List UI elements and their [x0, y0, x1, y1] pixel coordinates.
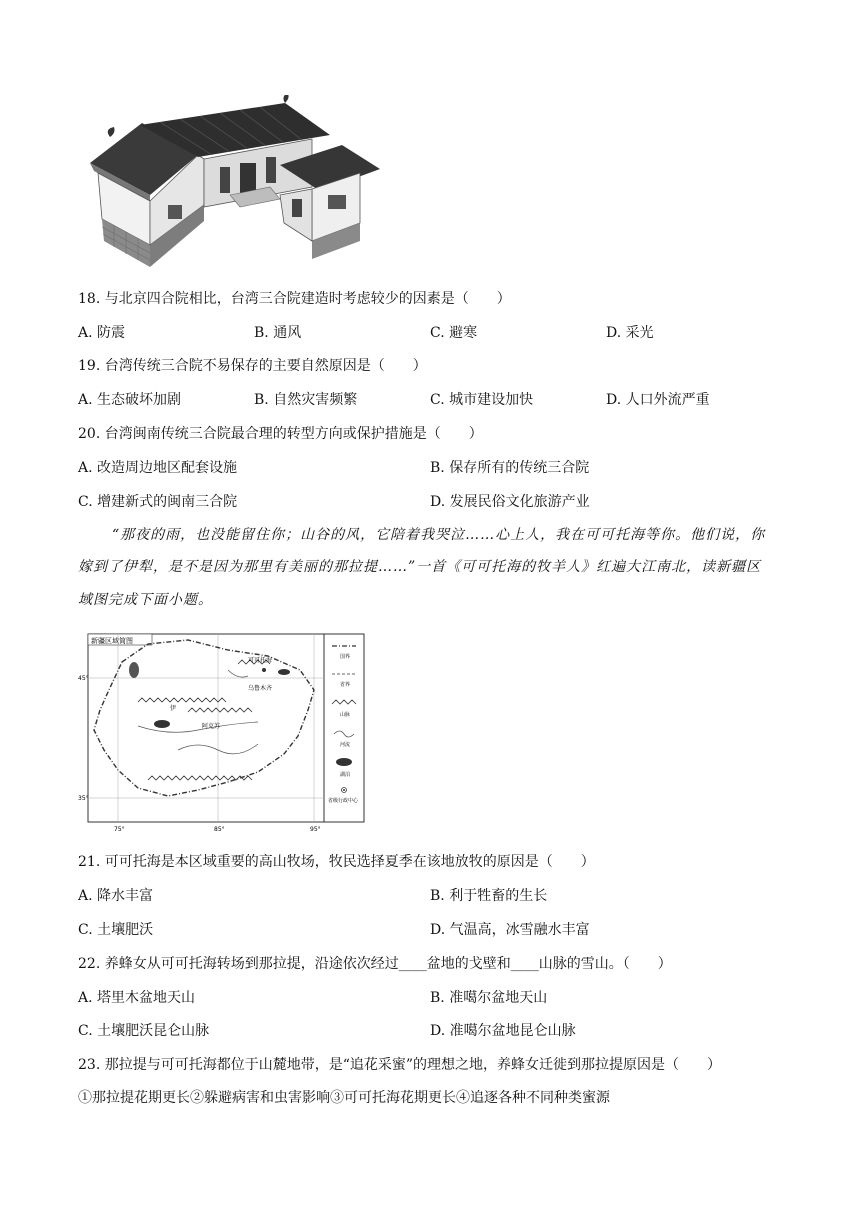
- q19-option-c: C. 城市建设加快: [430, 392, 534, 408]
- passage-line-3: 域图完成下面小题。: [78, 592, 213, 608]
- question-number: 22.: [78, 956, 101, 972]
- q22-option-b: B. 准噶尔盆地天山: [430, 990, 548, 1006]
- q19-option-d: D. 人口外流严重: [606, 392, 710, 408]
- q20-option-c: C. 增建新式的闽南三合院: [78, 494, 238, 510]
- lon-label: 95°: [310, 826, 321, 833]
- q18-option-d: D. 采光: [606, 325, 654, 341]
- legend-label: 省级行政中心: [328, 798, 359, 804]
- question-text: 台湾闽南传统三合院最合理的转型方向或保护措施是（ ）: [104, 426, 483, 442]
- legend-label: 国界: [340, 654, 351, 660]
- question-text: 与北京四合院相比，台湾三合院建造时考虑较少的因素是（ ）: [104, 291, 511, 307]
- lat-label: 45°: [78, 675, 89, 682]
- q21-option-d: D. 气温高，冰雪融水丰富: [430, 922, 590, 938]
- legend-label: 省界: [340, 682, 351, 688]
- legend-lake-symbol: [336, 758, 352, 766]
- q20-option-a: A. 改造周边地区配套设施: [78, 460, 238, 476]
- passage-line-1: “那夜的雨，也没能留住你；山谷的风，它陪着我哭泣……心上人，我在可可托海等你。他们说，你: [112, 527, 766, 543]
- map-place-label: 乌鲁木齐: [248, 685, 273, 692]
- q21-option-a: A. 降水丰富: [78, 888, 154, 904]
- q20-option-d: D. 发展民俗文化旅游产业: [430, 494, 590, 510]
- map-place-label: 可可托海: [248, 657, 273, 664]
- question-text: 养蜂女从可可托海转场到那拉提，沿途依次经过____盆地的戈壁和____山脉的雪山。（ ）: [104, 956, 672, 972]
- question-20-stem: [78, 424, 483, 444]
- legend-label: 山脉: [340, 712, 351, 718]
- q21-option-c: C. 土壤肥沃: [78, 922, 154, 938]
- question-number: 19.: [78, 358, 101, 374]
- question-18-stem: [78, 289, 511, 309]
- q19-option-b: B. 自然灾害频繁: [254, 392, 358, 408]
- q21-option-b: B. 利于牲畜的生长: [430, 888, 548, 904]
- q20-option-b: B. 保存所有的传统三合院: [430, 460, 590, 476]
- question-text: 那拉提与可可托海都位于山麓地带，是“追花采蜜”的理想之地，养蜂女迁徙到那拉提原因是（ ）: [104, 1057, 722, 1073]
- q19-option-a: A. 生态破坏加剧: [78, 392, 182, 408]
- courtyard-house-illustration: [80, 95, 380, 275]
- lon-label: 85°: [214, 826, 225, 833]
- map-place-label: 伊: [170, 705, 177, 712]
- map-title: 新疆区域简图: [91, 637, 133, 645]
- q23-choice-list: ①那拉提花期更长②躲避病害和虫害影响③可可托海花期更长④追逐各种不同种类蜜源: [78, 1090, 610, 1106]
- q18-option-c: C. 避寒: [430, 325, 478, 341]
- question-number: 21.: [78, 854, 101, 870]
- lat-label: 35°: [78, 795, 89, 802]
- question-number: 18.: [78, 291, 101, 307]
- q18-option-a: A. 防震: [78, 325, 126, 341]
- q22-option-a: A. 塔里木盆地天山: [78, 990, 196, 1006]
- q18-option-b: B. 通风: [254, 325, 302, 341]
- question-19-stem: [78, 356, 427, 376]
- q22-option-d: D. 准噶尔盆地昆仑山脉: [430, 1023, 576, 1039]
- question-text: 台湾传统三合院不易保存的主要自然原因是（ ）: [104, 358, 427, 374]
- lon-label: 75°: [114, 826, 125, 833]
- map-place-label: 阿克苏: [202, 723, 221, 730]
- legend-label: 湖泊: [340, 772, 351, 778]
- question-21-stem: [78, 852, 595, 872]
- question-22-stem: [78, 954, 672, 974]
- question-23-stem: [78, 1055, 721, 1075]
- xinjiang-region-map: [78, 630, 368, 835]
- question-number: 20.: [78, 426, 101, 442]
- q22-option-c: C. 土壤肥沃昆仑山脉: [78, 1023, 210, 1039]
- question-number: 23.: [78, 1057, 101, 1073]
- question-text: 可可托海是本区域重要的高山牧场，牧民选择夏季在该地放牧的原因是（ ）: [104, 854, 595, 870]
- passage-line-2: 嫁到了伊犁，是不是因为那里有美丽的那拉提……”一首《可可托海的牧羊人》红遍大江南北，读新疆区: [78, 559, 762, 575]
- legend-label: 河流: [340, 742, 351, 748]
